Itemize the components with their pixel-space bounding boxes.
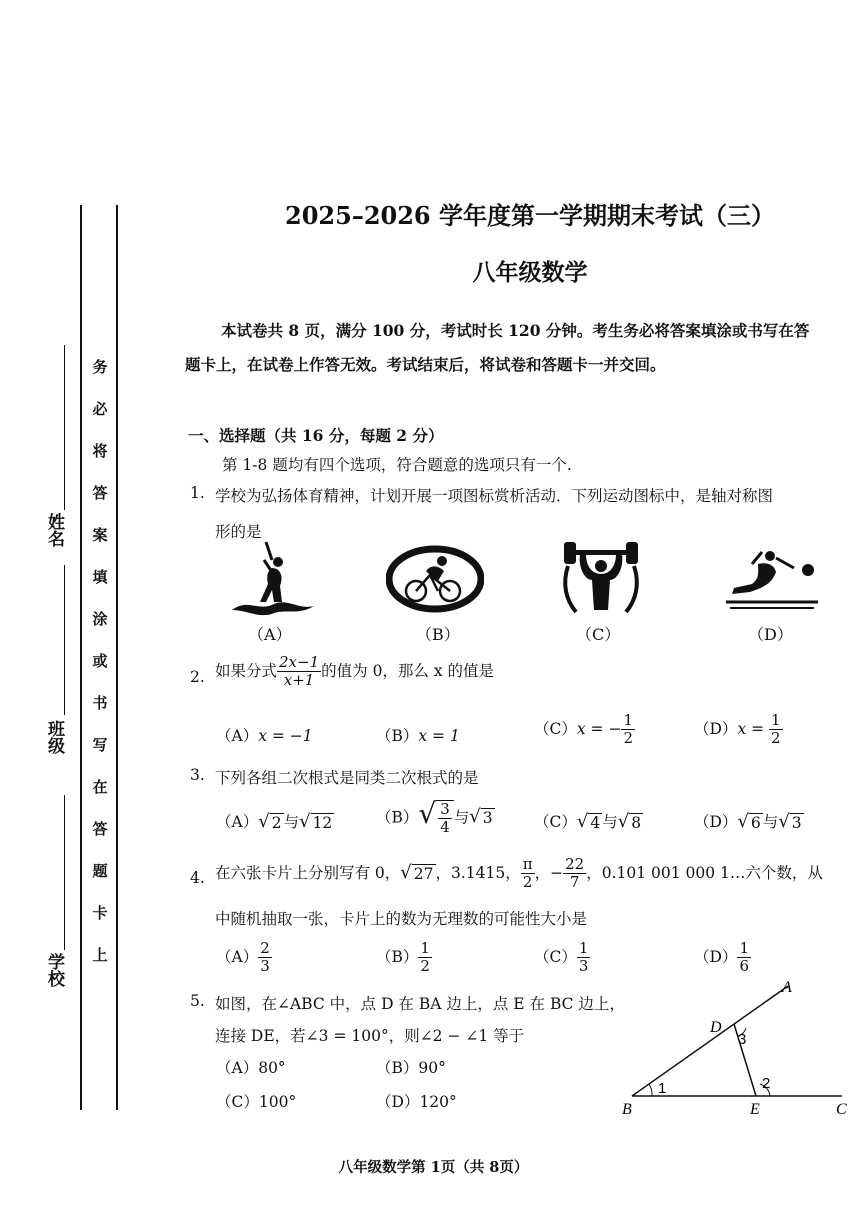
binding-warning-char: 或 xyxy=(92,652,108,670)
q3-option-d-label: （D） xyxy=(694,813,738,831)
q2-option-c xyxy=(534,712,635,748)
q2-option-b xyxy=(376,724,460,746)
q3-option-c-mid: 与 xyxy=(602,813,618,831)
q5-option-d-text: 120° xyxy=(419,1093,457,1111)
q4-option-c-num: 1 xyxy=(578,939,589,957)
q3-option-b-root2: √ 3 xyxy=(469,806,493,828)
q2-option-a xyxy=(216,724,313,746)
q3-option-d-radicand2: 3 xyxy=(791,814,802,833)
q4-option-a xyxy=(216,940,272,976)
q4-neg-den: 7 xyxy=(569,873,580,892)
q3-option-a-root2: √ 12 xyxy=(299,811,333,833)
q3-number: 3. xyxy=(190,766,205,784)
cyclist-icon xyxy=(386,545,484,617)
q2-number: 2. xyxy=(190,668,205,686)
fig-angle-1: 1 xyxy=(658,1080,667,1097)
q3-option-b xyxy=(376,797,495,837)
q4-sqrt27: √ 27 xyxy=(400,861,434,883)
q5-stem-line1: 如图，在∠ABC 中，点 D 在 BA 边上，点 E 在 BC 边上， xyxy=(215,995,625,1013)
binding-warning-char: 必 xyxy=(92,400,108,418)
q4-stem-line2: 中随机抽取一张，卡片上的数为无理数的可能性大小是 xyxy=(215,910,588,928)
binding-outer-line xyxy=(80,205,82,1110)
q5-option-d xyxy=(376,1090,457,1112)
q1-option-c-label: （C） xyxy=(576,625,621,644)
exam-title: 2025–2026 学年度第一学期期末考试（三） xyxy=(285,201,775,230)
q3-option-a-label: （A） xyxy=(216,813,259,831)
q2-post: 的值为 0，那么 x 的值是 xyxy=(321,661,495,680)
binding-warning xyxy=(90,356,110,986)
q4-option-b-fraction xyxy=(418,940,432,976)
q1-option-a-label: （A） xyxy=(248,625,292,644)
q2-option-a-label: （A） xyxy=(216,727,259,745)
q2-option-c-fraction xyxy=(621,712,635,748)
q4-option-b-label: （B） xyxy=(376,947,419,966)
q2-fraction xyxy=(277,654,321,690)
q3-stem: 下列各组二次根式是同类二次根式的是 xyxy=(215,769,479,787)
fig-label-d: D xyxy=(710,1019,722,1036)
q2-option-d-label: （D） xyxy=(694,719,738,738)
q1-option-b-label: （B） xyxy=(416,625,460,644)
q4-neg-fraction xyxy=(563,856,586,892)
q4-sqrt27-radicand: 27 xyxy=(413,864,434,883)
q4-option-d-label: （D） xyxy=(694,947,738,966)
q3-option-a-mid: 与 xyxy=(283,813,300,831)
q4-option-d-fraction xyxy=(737,940,751,976)
q2-option-b-text: x = 1 xyxy=(418,727,460,745)
q4-neg-num: 22 xyxy=(565,855,585,873)
q3-option-d-root1: √ 6 xyxy=(737,811,761,833)
q2-pre: 如果分式 xyxy=(215,661,278,680)
school-blank xyxy=(64,795,65,950)
q4-option-a-num: 2 xyxy=(260,939,270,957)
q5-stem-line2: 连接 DE，若∠3 = 100°，则∠2 − ∠1 等于 xyxy=(215,1027,525,1045)
q4-option-b-den: 2 xyxy=(420,957,430,976)
fig-angle-3: 3 xyxy=(738,1031,747,1048)
q4-part-b: ，3.1415， xyxy=(435,863,521,882)
q5-option-a-text: 80° xyxy=(258,1059,286,1077)
name-blank xyxy=(64,345,65,510)
q4-option-a-den: 3 xyxy=(260,957,270,976)
q2-option-d xyxy=(694,712,783,748)
q2-fraction-denominator: x+1 xyxy=(283,671,315,690)
q4-pi-den: 2 xyxy=(522,873,533,892)
q3-option-b-num: 3 xyxy=(440,800,450,818)
q3-option-c xyxy=(534,810,643,833)
binding-warning-char: 上 xyxy=(92,946,108,964)
q2-option-d-text: x = xyxy=(737,719,770,738)
q3-option-a-radicand1: 2 xyxy=(271,814,282,833)
q2-fraction-numerator: 2x−1 xyxy=(279,653,320,671)
q1-text-line2: 形的是 xyxy=(215,523,262,541)
q2-stem xyxy=(215,654,494,690)
q5-option-c xyxy=(216,1090,296,1112)
instructions-line-1: 本试卷共 8 页，满分 100 分，考试时长 120 分钟。考生务必将答案填涂或书写在答 xyxy=(221,321,810,340)
q4-number: 4. xyxy=(190,869,205,887)
q3-option-c-label: （C） xyxy=(534,813,577,831)
q3-option-c-root1: √ 4 xyxy=(576,811,601,833)
golfer-icon xyxy=(228,540,318,622)
binding-warning-char: 题 xyxy=(92,862,108,880)
binding-warning-char: 答 xyxy=(92,820,108,838)
school-label: 学校 xyxy=(48,953,65,990)
binding-inner-line xyxy=(116,205,118,1110)
q3-option-d-root2: √ 3 xyxy=(778,811,802,833)
binding-warning-char: 务 xyxy=(92,358,108,376)
q3-option-b-mid: 与 xyxy=(453,808,470,827)
q4-option-d-den: 6 xyxy=(739,957,749,976)
q5-option-b xyxy=(376,1056,446,1078)
binding-warning-char: 卡 xyxy=(92,904,108,922)
q4-pi-num: π xyxy=(522,855,533,873)
q3-option-d-mid: 与 xyxy=(762,813,779,831)
q5-option-b-label: （B） xyxy=(376,1059,419,1077)
q5-option-a xyxy=(216,1056,286,1078)
q4-part-a: 在六张卡片上分别写有 0， xyxy=(215,863,401,882)
class-blank xyxy=(64,565,65,715)
q5-option-b-text: 90° xyxy=(418,1059,446,1077)
q4-stem-line1 xyxy=(215,856,823,892)
q1-number: 1. xyxy=(190,484,205,502)
q2-option-a-text: x = −1 xyxy=(258,727,313,745)
instructions-line-2: 题卡上，在试卷上作答无效。考试结束后，将试卷和答题卡一并交回。 xyxy=(185,355,666,374)
q2-option-d-den: 2 xyxy=(771,729,781,748)
q4-option-b xyxy=(376,940,432,976)
q4-option-c xyxy=(534,940,590,976)
q2-option-d-fraction xyxy=(769,712,783,748)
q5-geometry-figure xyxy=(610,972,860,1126)
q3-option-d-radicand1: 6 xyxy=(750,814,761,833)
binding-warning-char: 书 xyxy=(92,694,108,712)
q3-option-c-root2: √ 8 xyxy=(617,811,642,833)
q2-option-d-num: 1 xyxy=(771,711,781,729)
fig-label-e: E xyxy=(750,1101,760,1118)
q4-option-c-fraction xyxy=(577,940,591,976)
q2-option-b-label: （B） xyxy=(376,727,419,745)
binding-warning-char: 将 xyxy=(92,442,108,460)
q4-option-c-den: 3 xyxy=(578,957,589,976)
page-footer: 八年级数学第 1页（共 8页） xyxy=(338,1159,529,1176)
q4-option-c-label: （C） xyxy=(534,947,577,966)
q2-option-c-text: x = − xyxy=(576,719,622,738)
q5-option-c-label: （C） xyxy=(216,1093,259,1111)
q2-option-c-num: 1 xyxy=(623,711,633,729)
q3-option-b-den: 4 xyxy=(440,818,450,837)
q4-option-b-num: 1 xyxy=(420,939,430,957)
binding-warning-char: 写 xyxy=(92,736,108,754)
fig-label-b: B xyxy=(622,1101,632,1118)
q2-option-c-label: （C） xyxy=(534,719,577,738)
q4-option-a-fraction xyxy=(258,940,272,976)
fig-label-a: A xyxy=(782,979,792,996)
name-label: 姓名 xyxy=(48,513,65,550)
q4-part-d: ，0.101 001 000 1…六个数，从 xyxy=(586,863,823,882)
q4-option-a-label: （A） xyxy=(216,947,259,966)
q4-part-c: ，− xyxy=(534,863,564,882)
section-note: 第 1-8 题均有四个选项，符合题意的选项只有一个. xyxy=(222,456,572,474)
fig-angle-2: 2 xyxy=(762,1075,771,1092)
q1-text-line1: 学校为弘扬体育精神，计划开展一项图标赏析活动．下列运动图标中，是轴对称图 xyxy=(215,487,774,505)
q4-option-d-num: 1 xyxy=(739,939,749,957)
binding-warning-char: 案 xyxy=(92,526,108,544)
q3-option-a-radicand2: 12 xyxy=(312,814,333,833)
class-label: 班级 xyxy=(48,720,65,757)
q1-option-d-label: （D） xyxy=(748,625,793,644)
fig-label-c: C xyxy=(836,1101,847,1118)
q5-option-c-text: 100° xyxy=(258,1093,297,1111)
q5-option-a-label: （A） xyxy=(216,1059,259,1077)
q5-number: 5. xyxy=(190,992,205,1010)
binding-warning-char: 填 xyxy=(92,568,108,586)
instructions xyxy=(185,314,853,382)
q3-option-b-root1: √ $\frac{3}{4}$ xyxy=(418,800,453,837)
weightlifter-icon xyxy=(558,540,644,620)
q2-option-c-den: 2 xyxy=(623,729,633,748)
q3-option-a-root1: √ 2 xyxy=(258,811,282,833)
q5-option-d-label: （D） xyxy=(376,1093,420,1111)
q3-option-b-label: （B） xyxy=(376,808,419,827)
q3-option-c-radicand1: 4 xyxy=(590,814,601,833)
q3-option-a xyxy=(216,810,334,833)
q3-option-d xyxy=(694,810,804,833)
exam-subject: 八年级数学 xyxy=(472,259,588,286)
q3-option-b-radicand2: 3 xyxy=(482,809,493,828)
binding-warning-char: 答 xyxy=(92,484,108,502)
q3-option-b-fraction xyxy=(438,801,452,837)
binding-warning-char: 在 xyxy=(92,778,108,796)
q4-option-d xyxy=(694,940,751,976)
q4-pi-fraction xyxy=(521,856,535,892)
section-heading: 一、选择题（共 16 分，每题 2 分） xyxy=(188,426,444,445)
binding-warning-char: 涂 xyxy=(92,610,108,628)
q3-option-c-radicand2: 8 xyxy=(631,814,642,833)
volleyball-player-icon xyxy=(722,544,820,618)
